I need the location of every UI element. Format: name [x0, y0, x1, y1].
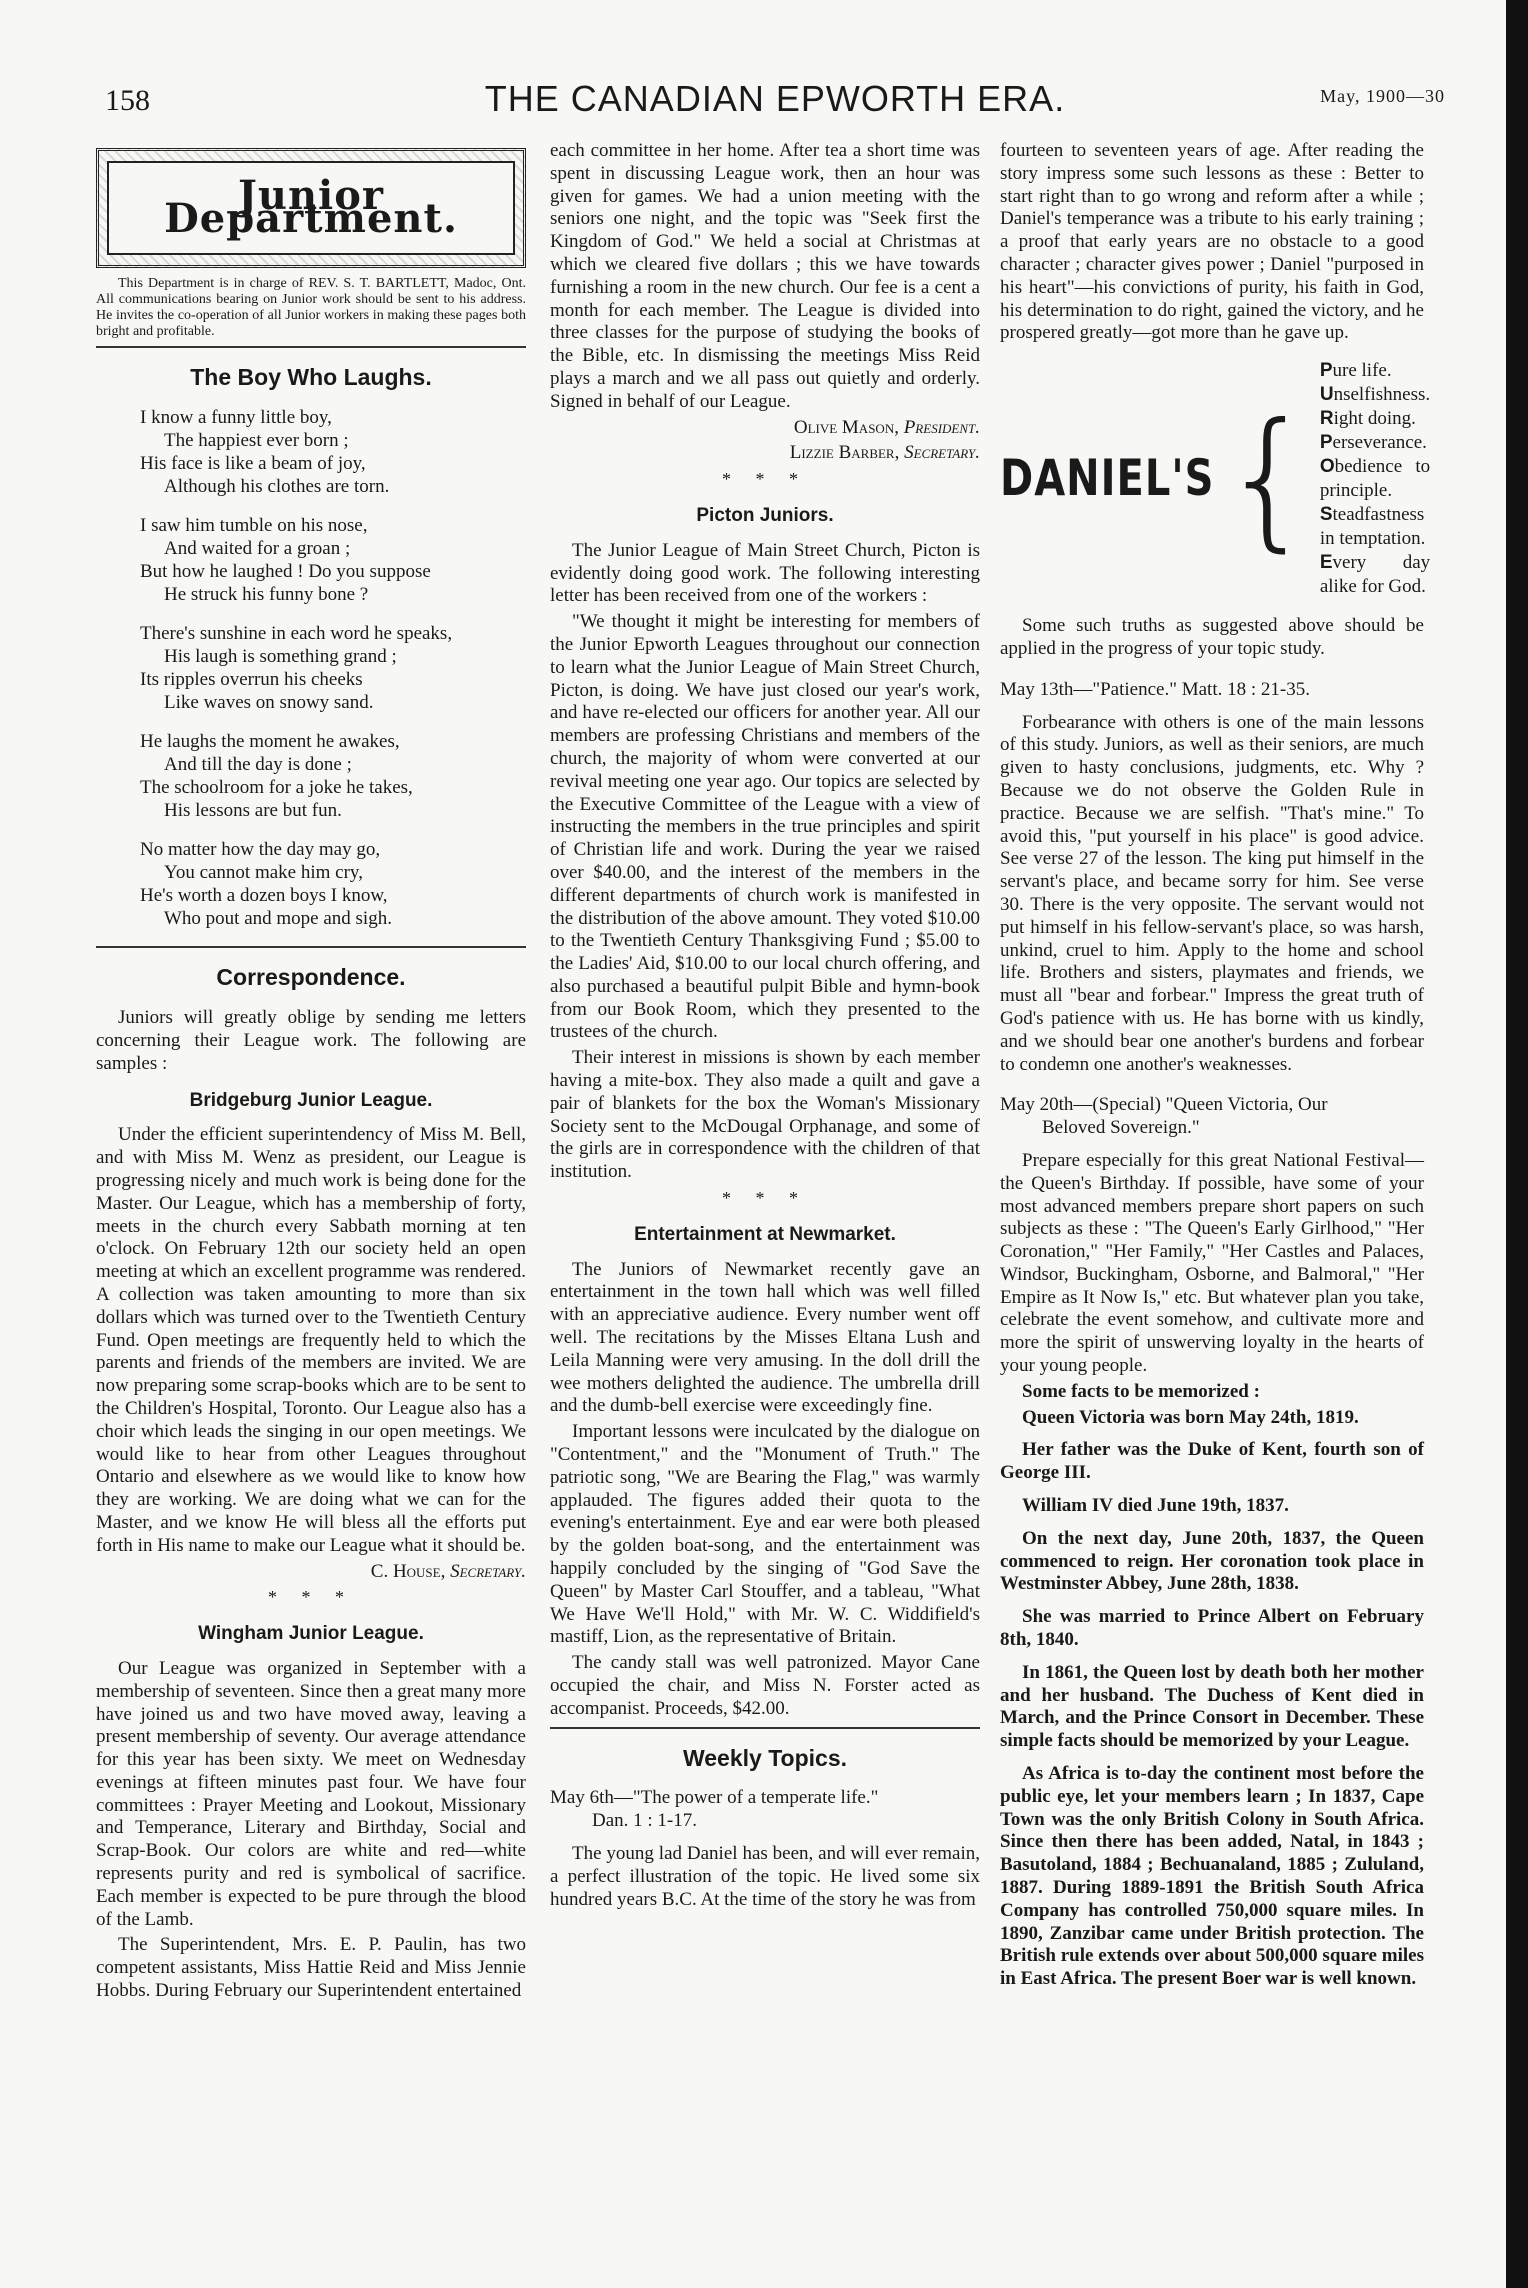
fact-item: As Africa is to-day the continent most before the public eye, let your members learn ; In 1837, Cape Town was the only British Colony in South Africa. Since then there has been added, Natal, in 1843 ; Basutoland, 1884 ; Bechuanaland, 1885 ; Zululand, 1887. During 1889-1891 the British South Africa Company has controlled 750,000 square miles. In 1890, Zanzibar came under British protection. The British rule extends over about 500,000 square miles in East Africa. The present Boer war is well known.: [1000, 1763, 1424, 1990]
department-banner: [96, 148, 526, 268]
bridgeburg-title: Bridgeburg Junior League.: [189, 1089, 433, 1111]
poem-line: His laugh is something grand ;: [164, 646, 397, 668]
divider: [550, 1727, 980, 1729]
poem-title: The Boy Who Laughs.: [190, 363, 432, 390]
poem-line: Like waves on snowy sand.: [164, 692, 374, 714]
poem-line: Its ripples overrun his cheeks: [140, 669, 363, 691]
signature-name: Olive Mason,: [793, 416, 899, 438]
acrostic-item: Steadfastness in temptation.: [1319, 504, 1426, 550]
acrostic-after: Some such truths as suggested above should be applied in the progress of your topic study.: [1000, 615, 1424, 659]
section-stars: * * *: [268, 1587, 354, 1608]
topic-text: Prepare especially for this great National Festival—the Queen's Birthday. If possible, have some of your most advanced members prepare short papers on such subjects as these : "The Queen's Early Girlhood," "Her Coronation," "Her Family," "Her Castles and Palaces, Windsor, Buckingham, Osborne, and Balmoral," "Her Empire as It Now Is," etc. But whatever plan you take, celebrate the event somehow, and cultivate more and more the spirit of unswerving loyalty in the hearts of your young people.: [1000, 1149, 1424, 1377]
topic-reference: Dan. 1 : 1-17.: [592, 1810, 698, 1832]
acrostic-word: DANIEL'S: [1000, 449, 1215, 508]
fact-item: Queen Victoria was born May 24th, 1819.: [1022, 1406, 1359, 1428]
poem-line: I saw him tumble on his nose,: [140, 515, 368, 537]
wingham-paragraph: The Superintendent, Mrs. E. P. Paulin, has two competent assistants, Miss Hattie Reid and Miss Jennie Hobbs. During February our Superintendent entertained: [96, 1934, 526, 2002]
wingham-paragraph: Our League was organized in September with a membership of seventeen. Since then a great many more have joined us and two have moved away, leaving a present membership of seventy. Our average attendance for this year has been sixty. We meet on Wednesday evenings at fifteen minutes past four. We have four committees : Prayer Meeting and Lookout, Missionary and Temperance, Literary and Birthday, Social and Scrap-Book. Our colors are white and red—white represents purity and red is symbolical of sacrifice. Each member is expected to be pure through the blood of the Lamb.: [96, 1657, 526, 1930]
poem-stanza: [140, 514, 526, 606]
bridgeburg-signature: [96, 1561, 526, 1584]
wingham-title: Wingham Junior League.: [198, 1623, 424, 1645]
topic-text: Forbearance with others is one of the main lessons of this study. Juniors, as well as their seniors, are much given to hasty conclusions, judgments, etc. Why ? Because we do not observe the Golden Rule in practice. Because we are selfish. "That's mine." To avoid this, "put yourself in his place" is good advice. See verse 27 of the lesson. The king put himself in the servant's place, and became sorry for him. See verse 30. There is the very opposite. The servant would not put himself in his fellow-servant's place, so was harsh, unkind, cruel to him. Apply to the home and school life. Brothers and sisters, playmates and friends, we must all "bear and forbear." Impress the great truth of God's patience with us. He has borne with us kindly, and we should bear one another's burdens and forbear to condemn one another's weaknesses.: [1000, 711, 1424, 1075]
fact-item: Her father was the Duke of Kent, fourth son of George III.: [1000, 1439, 1424, 1484]
fact-item: She was married to Prince Albert on February 8th, 1840.: [1000, 1606, 1424, 1651]
topic-title: May 6th—"The power of a temperate life.": [550, 1787, 879, 1809]
divider: [96, 346, 526, 348]
column-left: [96, 140, 526, 2006]
fact-item: In 1861, the Queen lost by death both her mother and her husband. The Duchess of Kent died in March, and the Prince Consort in December. These simple facts should be memorized by your League.: [1000, 1661, 1424, 1752]
page-edge: [1506, 0, 1528, 2288]
picton-paragraph: Their interest in missions is shown by each member having a mite-box. They also made a quilt and gave a pair of blankets for the box the Woman's Missionary Society sent to the McDougal Orphanage, and some of the girls are in correspondence with the children of that institution.: [550, 1047, 980, 1183]
topic-title-cont: Beloved Sovereign.": [1042, 1117, 1200, 1139]
running-header: [105, 78, 1445, 122]
signature-role: Secretary.: [904, 442, 980, 464]
newmarket-paragraph: Important lessons were inculcated by the dialogue on "Contentment," and the "Monument of Truth." The patriotic song, "We are Bearing the Flag," was warmly applauded. The figures added their quota to the evening's entertainment. Eye and ear were both pleased by the golden boat-song, and the entertainment was happily concluded by the singing of "God Save the Queen" by Master Carl Stouffer, and a tableau, "What We Have We'll Hold," with Mr. W. C. Widdifield's mastiff, Lion, as the representative of Britain.: [550, 1421, 980, 1648]
department-note: This Department is in charge of REV. S. T. BARTLETT, Madoc, Ont. All communications bearing on Junior work should be sent to his address. He invites the co-operation of all Junior workers in making these pages both bright and profitable.: [96, 275, 526, 339]
poem-stanza: [140, 622, 526, 714]
signature-role: President.: [903, 416, 980, 438]
topic-heading-may20: [1000, 1094, 1424, 1140]
poem-line: His lessons are but fun.: [164, 800, 342, 822]
correspondence-intro: Juniors will greatly oblige by sending me letters concerning their League work. The following are samples :: [96, 1007, 526, 1074]
topic-heading-may13: May 13th—"Patience." Matt. 18 : 21-35.: [1000, 678, 1310, 700]
acrostic-item: Unselfishness.: [1319, 384, 1431, 406]
topic-heading-may6: [550, 1787, 980, 1833]
fact-item: On the next day, June 20th, 1837, the Queen commenced to reign. Her coronation took place in Westminster Abbey, June 28th, 1838.: [1000, 1527, 1424, 1595]
publication-title: THE CANADIAN EPWORTH ERA.: [484, 78, 1066, 119]
poem-line: You cannot make him cry,: [164, 862, 363, 884]
daniel-continued: fourteen to seventeen years of age. After reading the story impress some such lessons as these : Better to start right than to go wrong and reform after a while ; Daniel's temperance was a tribute to his early training ; a proof that early years are no obstacle to a good character ; character gives power ; Daniel "purposed in his heart"—his convictions of purity, his faith in God, his determination to do right, gained the victory, and he prospered greatly—got more than he gave up.: [1000, 140, 1424, 344]
picton-title: Picton Juniors.: [696, 504, 834, 526]
brace-icon: {: [1220, 392, 1316, 567]
weekly-topics-title: Weekly Topics.: [682, 1744, 848, 1771]
signature-role: Secretary.: [450, 1560, 526, 1582]
topic-title: May 20th—(Special) "Queen Victoria, Our: [1000, 1094, 1328, 1116]
divider: [96, 946, 526, 948]
section-stars: * * *: [722, 469, 808, 490]
acrostic-item: Every day alike for God.: [1319, 552, 1431, 598]
newmarket-paragraph: The candy stall was well patronized. Mayor Cane occupied the chair, and Miss N. Forster acted as accompanist. Proceeds, $42.00.: [550, 1652, 980, 1719]
acrostic-item: Obedience to principle.: [1319, 456, 1431, 502]
section-stars: * * *: [722, 1188, 808, 1209]
issue-date: May, 1900—30: [1320, 86, 1445, 106]
poem-stanza: [140, 730, 526, 822]
poem-line: There's sunshine in each word he speaks,: [140, 623, 453, 645]
poem-stanza: [140, 838, 526, 930]
wingham-signature-1: [550, 417, 980, 440]
column-middle: [550, 140, 980, 1914]
poem-stanza: [140, 406, 526, 498]
poem-line: His face is like a beam of joy,: [140, 453, 366, 475]
acrostic-item: Pure life.: [1319, 360, 1392, 382]
wingham-signature-2: [550, 442, 980, 465]
poem-line: The happiest ever born ;: [164, 430, 349, 452]
acrostic-item: Right doing.: [1319, 408, 1416, 430]
acrostic-item: Perseverance.: [1319, 432, 1427, 454]
column-right: [1000, 140, 1431, 2001]
poem-line: And waited for a groan ;: [164, 538, 351, 560]
poem: [140, 406, 526, 930]
poem-line: No matter how the day may go,: [140, 839, 381, 861]
poem-line: He's worth a dozen boys I know,: [140, 885, 388, 907]
poem-line: The schoolroom for a joke he takes,: [140, 777, 413, 799]
signature-name: Lizzie Barber,: [789, 442, 900, 464]
correspondence-title: Correspondence.: [216, 964, 406, 991]
topic-text: The young lad Daniel has been, and will ever remain, a perfect illustration of the topic. He lived some six hundred years B.C. At the time of the story he was from: [550, 1842, 980, 1910]
fact-item: William IV died June 19th, 1837.: [1022, 1495, 1289, 1517]
newmarket-title: Entertainment at Newmarket.: [634, 1223, 896, 1245]
facts-intro: Some facts to be memorized :: [1022, 1380, 1260, 1402]
poem-line: Who pout and mope and sigh.: [164, 908, 392, 930]
newmarket-paragraph: The Juniors of Newmarket recently gave an entertainment in the town hall which was well filled with an appreciative audience. Every number went off well. The recitations by the Misses Eltana Lush and Leila Manning were very amusing. In the doll drill the wee mothers delighted the audience. The umbrella drill and the dumb-bell exercise were exceedingly fine.: [550, 1258, 980, 1417]
picton-paragraph: The Junior League of Main Street Church, Picton is evidently doing good work. The following interesting letter has been received from one of the workers :: [550, 539, 980, 607]
bridgeburg-text: Under the efficient superintendency of Miss M. Bell, and with Miss M. Wenz as president, our League is progressing nicely and much work is being done for the Master. Our League, which has a membership of forty, meets in the church every Sabbath morning at ten o'clock. On February 12th our society held an open meeting at which an excellent programme was rendered. A collection was taken amounting to more than six dollars which was turned over to the Twentieth Century Fund. Open meetings are frequently held to which the parents and friends of the members are invited. We are now preparing some scrap-books which are to be sent to the Children's Hospital, Toronto. Our League also has a choir which leads the singing in our open meetings. We would like to hear from other Leagues throughout Ontario and elsewhere as we would like to know how they are working. We are doing what we can for the Master, and we know He will bless all the efforts put forth in His name to make our League what it should be.: [96, 1124, 526, 1556]
page-number: 158: [105, 84, 150, 117]
poem-line: Although his clothes are torn.: [164, 476, 390, 498]
poem-line: He laughs the moment he awakes,: [140, 731, 400, 753]
wingham-continued: each committee in her home. After tea a short time was spent in discussing League work, then an hour was given for games. We had a union meeting with the seniors one night, and the topic was "Seek first the Kingdom of God." We held a social at Christmas at which we cleared five dollars ; this we have towards furnishing a room in the new church. Our fee is a cent a month for each member. The League is divided into three classes for the purpose of studying the books of the Bible, etc. In dismissing the meetings Miss Reid plays a march and we all pass out quietly and orderly. Signed in behalf of our League.: [550, 140, 980, 412]
poem-line: But how he laughed ! Do you suppose: [140, 561, 431, 583]
picton-paragraph: "We thought it might be interesting for members of the Junior Epworth Leagues throughout our connection to learn what the Junior League of Main Street Church, Picton, is doing. We have just closed our year's work, and have re-elected our officers for another year. All our members are professing Christians and members of the church, the majority of whom were converted at our revival meeting one year ago. Our topics are selected by the Executive Committee of the League with a view of instructing the members in the true principles and spirit of Christian life and work. During the year we raised over $40.00, and the interest of the members in the different departments of church work is manifested in the distribution of the above amount. They voted $10.00 to the Twentieth Century Thanksgiving Fund ; $5.00 to the Ladies' Aid, $10.00 to our local church offering, and also purchased a beautiful pulpit Bible and hymn-book from our Book Room, which they presented to the trustees of the church.: [550, 611, 980, 1043]
department-title: Junior Department.: [107, 161, 515, 255]
facts-list: [1000, 1407, 1424, 1991]
daniels-acrostic: [1000, 359, 1431, 599]
poem-line: I know a funny little boy,: [140, 407, 332, 429]
poem-line: And till the day is done ;: [164, 754, 352, 776]
poem-line: He struck his funny bone ?: [164, 584, 369, 606]
acrostic-list: [1320, 359, 1430, 599]
signature-name: C. House,: [370, 1560, 446, 1582]
